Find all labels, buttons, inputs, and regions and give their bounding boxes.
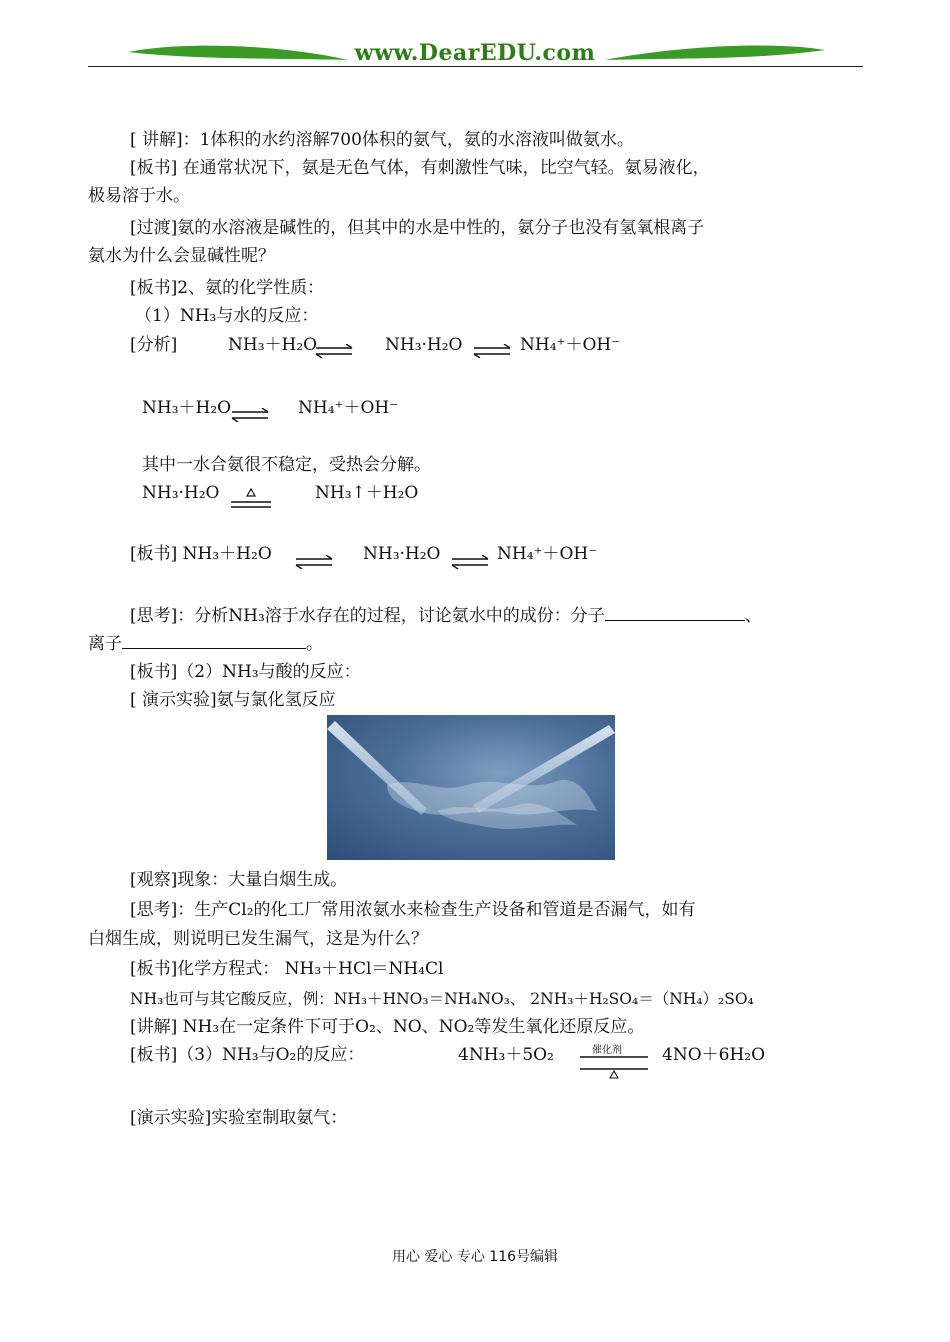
question-text: [思考]：分析NH₃溶于水存在的过程，讨论氨水中的成份：分子	[130, 606, 605, 626]
punctuation: 。	[306, 634, 323, 654]
equation-term: NH₃·H₂O	[363, 544, 441, 564]
reversible-arrow-icon	[450, 555, 490, 569]
equation-term: NH₃·H₂O	[385, 335, 463, 355]
text-label: [分析]	[130, 335, 178, 355]
page-header	[0, 0, 950, 80]
text-line: 白烟生成，则说明已发生漏气，这是为什么？	[88, 929, 428, 949]
heat-condition-icon	[230, 486, 272, 512]
page-footer: 用心 爱心 专心 116号编辑	[391, 1249, 559, 1265]
equation-term: NH₃↑＋H₂O	[315, 483, 419, 503]
text-line	[130, 603, 762, 627]
text-line: [讲解] NH₃在一定条件下可于O₂、NO、NO₂等发生氧化还原反应。	[130, 1017, 645, 1037]
reversible-arrow-icon	[294, 555, 334, 569]
text-line: [过渡]氨的水溶液是碱性的，但其中的水是中性的，氨分子也没有氢氧根离子	[130, 218, 705, 238]
text-line	[88, 631, 323, 655]
text-line: [板书]化学方程式： NH₃＋HCl＝NH₄Cl	[130, 959, 444, 979]
equation-term: [板书] NH₃＋H₂O	[130, 544, 272, 564]
reversible-arrow-icon	[472, 344, 512, 358]
text-line: [ 演示实验]氨与氯化氢反应	[130, 690, 336, 710]
text-line: [板书] 在通常状况下，氨是无色气体，有刺激性气味，比空气轻。氨易液化，	[130, 158, 710, 178]
catalyst-heat-arrow-icon	[578, 1054, 650, 1080]
equation-term: NH₃·H₂O	[142, 483, 220, 503]
reversible-arrow-icon	[314, 344, 354, 358]
equation-term: NH₃＋H₂O	[228, 335, 318, 355]
text-line: （1）NH₃与水的反应：	[135, 306, 319, 326]
text-line: [板书]（2）NH₃与酸的反应：	[130, 662, 361, 682]
text-line: [演示实验]实验室制取氨气：	[130, 1108, 348, 1128]
text-line: [思考]：生产Cl₂的化工厂常用浓氨水来检查生产设备和管道是否漏气，如有	[130, 900, 696, 920]
header-rule	[88, 66, 863, 67]
glass-rods-smoke-image	[327, 715, 615, 860]
equation-term: 4NO＋6H₂O	[662, 1045, 766, 1065]
text-line: [观察]现象：大量白烟生成。	[130, 870, 348, 890]
text-line: [板书]（3）NH₃与O₂的反应：	[130, 1045, 365, 1065]
equation-term: NH₄⁺＋OH⁻	[298, 398, 399, 418]
equation-term: NH₄⁺＋OH⁻	[520, 335, 621, 355]
text-line: 其中一水合氨很不稳定，受热会分解。	[142, 455, 431, 475]
site-logo-text: www.DearEDU.com	[354, 40, 596, 66]
equation-term: NH₃＋H₂O	[142, 398, 232, 418]
question-text: 离子	[88, 634, 122, 654]
answer-blank[interactable]	[605, 603, 745, 621]
text-line: NH₃也可与其它酸反应，例：NH₃＋HNO₃＝NH₄NO₃、 2NH₃＋H₂SO₄＝（NH₄）₂SO₄	[130, 990, 754, 1008]
equation-term: NH₄⁺＋OH⁻	[497, 544, 598, 564]
experiment-photo	[327, 715, 615, 860]
equation-term: 4NH₃＋5O₂	[458, 1045, 554, 1065]
answer-blank[interactable]	[122, 631, 306, 649]
reversible-arrow-icon	[230, 408, 270, 422]
catalyst-label: 催化剂	[592, 1045, 622, 1056]
text-line: [ 讲解]：1体积的水约溶解700体积的氨气，氨的水溶液叫做氨水。	[130, 130, 634, 150]
text-line: 氨水为什么会显碱性呢？	[88, 246, 275, 266]
text-line: [板书]2、氨的化学性质：	[130, 278, 325, 298]
text-line: 极易溶于水。	[88, 186, 190, 206]
punctuation: 、	[744, 606, 762, 626]
